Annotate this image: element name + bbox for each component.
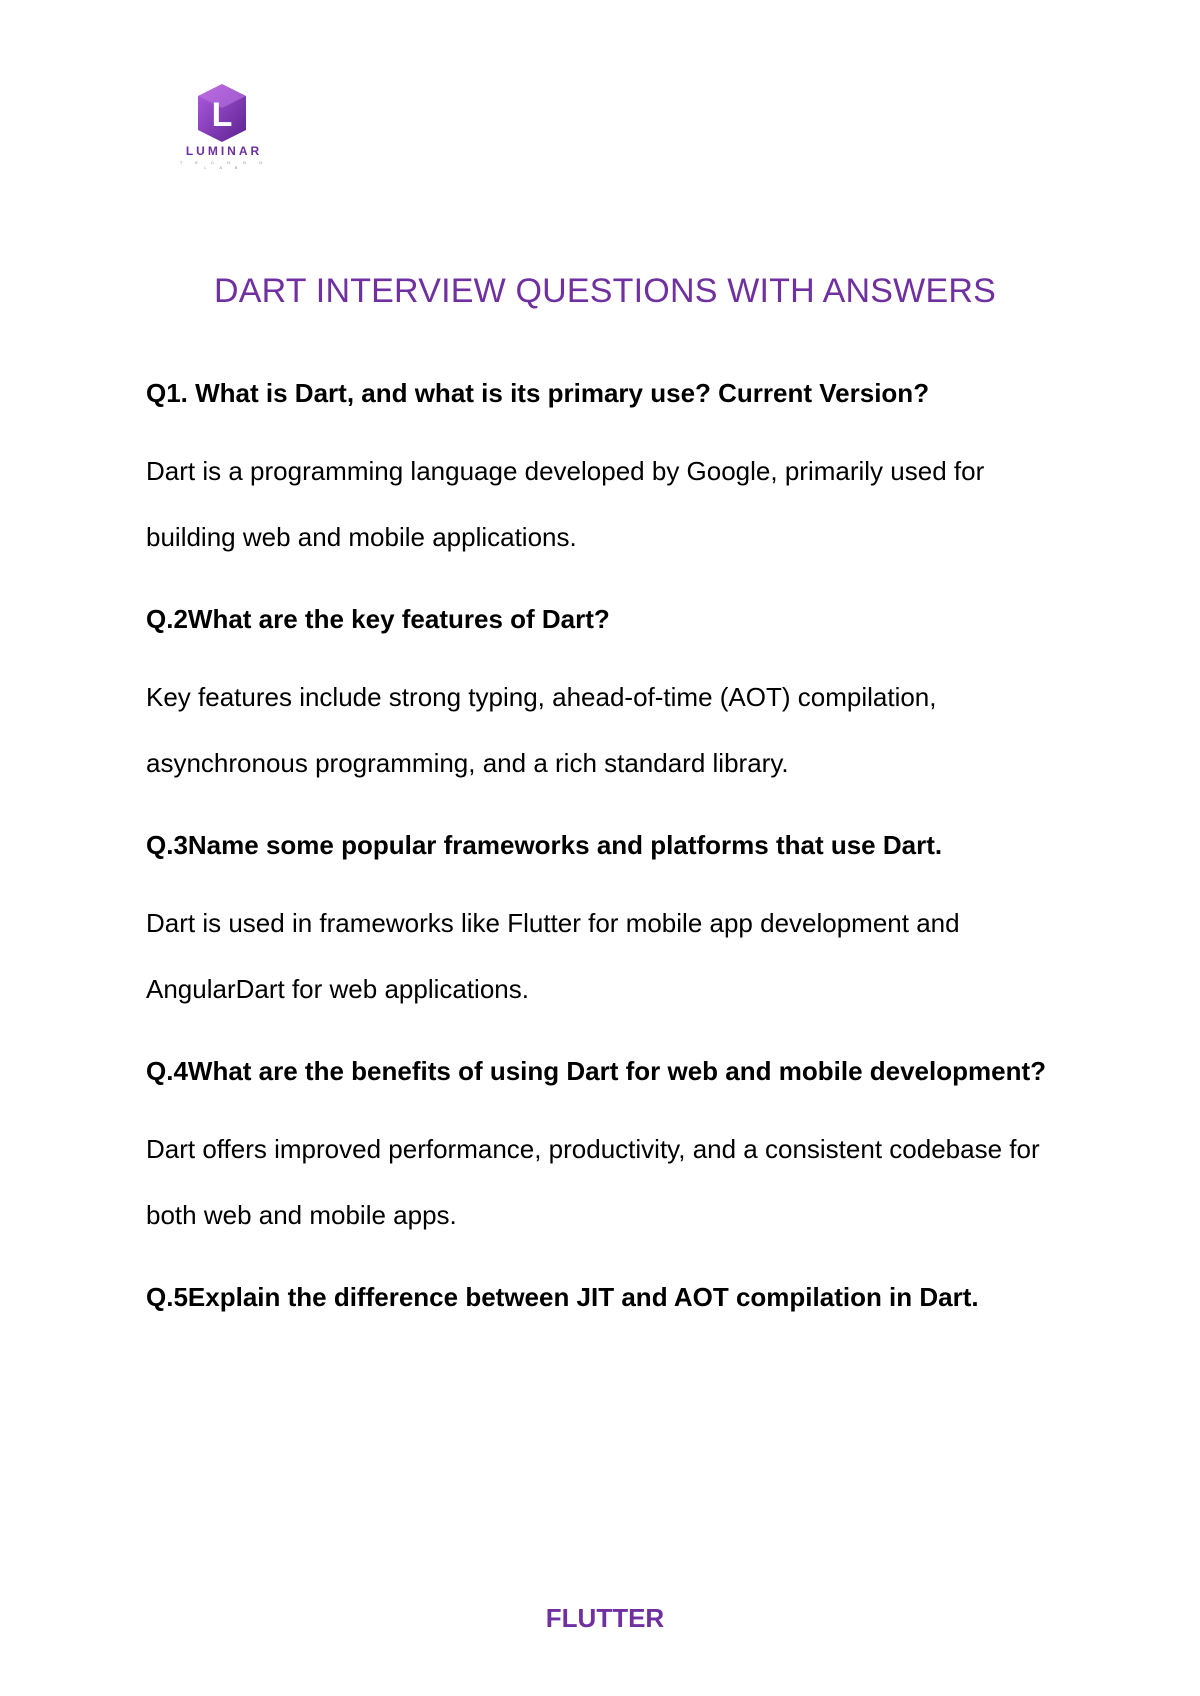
- answer-4: Dart offers improved performance, productivity, and a consistent codebase for both web and mobile apps.: [146, 1134, 1040, 1230]
- question-2: Q.2What are the key features of Dart?: [146, 604, 610, 634]
- qa-list: [146, 360, 1076, 1330]
- question-4: Q.4What are the benefits of using Dart for web and mobile development?: [146, 1056, 1046, 1086]
- luminar-logo: [172, 82, 272, 172]
- luminar-hexagon-icon: [172, 82, 272, 152]
- answer-3: Dart is used in frameworks like Flutter for mobile app development and AngularDart for web applications.: [146, 908, 960, 1004]
- answer-2: Key features include strong typing, ahead-of-time (AOT) compilation, asynchronous programming, and a rich standard library.: [146, 682, 937, 778]
- question-1: Q1. What is Dart, and what is its primary use? Current Version?: [146, 378, 930, 408]
- logo-letter: L: [211, 96, 233, 134]
- question-3: Q.3Name some popular frameworks and platforms that use Dart.: [146, 830, 943, 860]
- question-5: Q.5Explain the difference between JIT and AOT compilation in Dart.: [146, 1282, 979, 1312]
- page-footer: FLUTTER: [545, 1603, 665, 1633]
- answer-1: Dart is a programming language developed by Google, primarily used for building web and mobile applications.: [146, 456, 985, 552]
- logo-wordmark: LUMINAR: [185, 144, 263, 158]
- document-title: DART INTERVIEW QUESTIONS WITH ANSWERS: [214, 272, 996, 310]
- logo-tagline: T E C H N O L A B: [179, 160, 269, 170]
